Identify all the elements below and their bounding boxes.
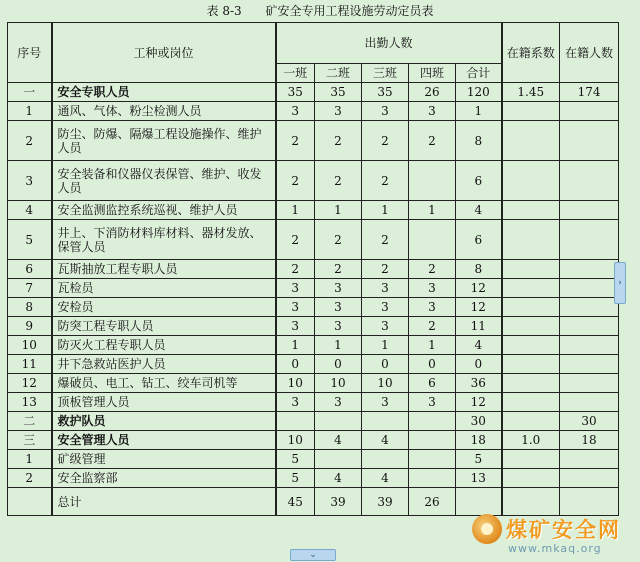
row-seq: 12	[8, 374, 52, 393]
cell-total: 30	[456, 412, 502, 431]
cell-shift-3: 4	[362, 431, 409, 450]
cell-shift-2: 10	[315, 374, 362, 393]
cell-shift-3	[362, 412, 409, 431]
cell-shift-1: 3	[276, 393, 315, 412]
table-body	[8, 83, 619, 516]
cell-coef	[502, 220, 560, 260]
cell-shift-4: 0	[409, 355, 456, 374]
cell-shift-2: 2	[315, 220, 362, 260]
cell-coef: 1.45	[502, 83, 560, 102]
row-seq: 3	[8, 161, 52, 201]
row-role: 井下急救站医护人员	[52, 355, 276, 374]
table-caption: 矿安全专用工程设施劳动定员表	[265, 4, 434, 18]
cell-shift-1: 2	[276, 161, 315, 201]
row-role: 顶板管理人员	[52, 393, 276, 412]
header-count: 在籍人数	[560, 23, 619, 83]
row-role: 瓦斯抽放工程专职人员	[52, 260, 276, 279]
cell-shift-4	[409, 431, 456, 450]
cell-shift-1: 2	[276, 260, 315, 279]
cell-shift-4: 26	[409, 83, 456, 102]
cell-coef	[502, 201, 560, 220]
row-role: 安全监测监控系统巡视、维护人员	[52, 201, 276, 220]
cell-shift-4: 3	[409, 102, 456, 121]
cell-shift-3	[362, 450, 409, 469]
row-role: 井上、下消防材料库材料、器材发放、保管人员	[52, 220, 276, 260]
cell-total: 6	[456, 161, 502, 201]
cell-shift-4: 26	[409, 488, 456, 516]
cell-shift-1	[276, 412, 315, 431]
cell-shift-1: 10	[276, 431, 315, 450]
cell-shift-1: 5	[276, 469, 315, 488]
cell-shift-4	[409, 450, 456, 469]
table-row	[8, 412, 619, 431]
cell-count: 18	[560, 431, 619, 450]
cell-total: 8	[456, 121, 502, 161]
cell-coef	[502, 412, 560, 431]
row-seq: 4	[8, 201, 52, 220]
cell-count	[560, 393, 619, 412]
cell-shift-3: 39	[362, 488, 409, 516]
header-total: 合计	[456, 64, 502, 83]
cell-total: 4	[456, 201, 502, 220]
table-title	[0, 4, 640, 18]
cell-shift-1: 3	[276, 298, 315, 317]
cell-count	[560, 298, 619, 317]
cell-count	[560, 260, 619, 279]
cell-shift-4: 3	[409, 393, 456, 412]
cell-shift-1: 2	[276, 220, 315, 260]
cell-shift-4: 2	[409, 317, 456, 336]
header-coef: 在籍系数	[502, 23, 560, 83]
table-row	[8, 317, 619, 336]
row-seq: 2	[8, 469, 52, 488]
staffing-table	[7, 22, 619, 516]
cell-coef	[502, 298, 560, 317]
cell-shift-4	[409, 161, 456, 201]
table-row	[8, 469, 619, 488]
cell-shift-3: 3	[362, 298, 409, 317]
cell-shift-2: 35	[315, 83, 362, 102]
row-role: 通风、气体、粉尘检测人员	[52, 102, 276, 121]
table-row	[8, 336, 619, 355]
cell-total: 11	[456, 317, 502, 336]
cell-shift-3: 35	[362, 83, 409, 102]
cell-shift-3: 2	[362, 220, 409, 260]
cell-coef	[502, 469, 560, 488]
header-shift-1: 一班	[276, 64, 315, 83]
row-seq: 10	[8, 336, 52, 355]
cell-total: 4	[456, 336, 502, 355]
cell-shift-4: 3	[409, 298, 456, 317]
cell-shift-2	[315, 412, 362, 431]
cell-shift-1: 5	[276, 450, 315, 469]
cell-shift-2: 4	[315, 431, 362, 450]
header-seq: 序号	[8, 23, 52, 83]
table-row	[8, 83, 619, 102]
row-seq: 13	[8, 393, 52, 412]
table-row	[8, 279, 619, 298]
cell-coef: 1.0	[502, 431, 560, 450]
cell-shift-1: 0	[276, 355, 315, 374]
cell-shift-1: 1	[276, 336, 315, 355]
table-row	[8, 298, 619, 317]
cell-shift-4	[409, 220, 456, 260]
cell-shift-2: 1	[315, 201, 362, 220]
cell-shift-2: 3	[315, 279, 362, 298]
cell-coef	[502, 161, 560, 201]
table-row	[8, 121, 619, 161]
row-role: 防突工程专职人员	[52, 317, 276, 336]
cell-shift-1: 3	[276, 317, 315, 336]
cell-shift-4	[409, 412, 456, 431]
cell-shift-4: 2	[409, 260, 456, 279]
row-seq: 5	[8, 220, 52, 260]
cell-shift-1: 45	[276, 488, 315, 516]
cell-shift-2: 3	[315, 317, 362, 336]
site-logo-icon	[472, 514, 502, 544]
site-watermark	[472, 512, 640, 562]
cell-count	[560, 121, 619, 161]
cell-shift-3: 1	[362, 336, 409, 355]
table-row	[8, 102, 619, 121]
table-number: 表 8-3	[206, 4, 242, 18]
cell-shift-3: 2	[362, 260, 409, 279]
row-seq: 1	[8, 450, 52, 469]
cell-coef	[502, 355, 560, 374]
row-role: 总计	[52, 488, 276, 516]
row-seq: 一	[8, 83, 52, 102]
watermark-name: 煤矿安全网	[506, 518, 621, 542]
cell-shift-4: 1	[409, 201, 456, 220]
row-seq: 三	[8, 431, 52, 450]
cell-total: 13	[456, 469, 502, 488]
header-shift-2: 二班	[315, 64, 362, 83]
cell-shift-3: 10	[362, 374, 409, 393]
cell-shift-3: 3	[362, 317, 409, 336]
cell-total: 0	[456, 355, 502, 374]
watermark-url: www.mkaq.org	[508, 542, 602, 555]
cell-count	[560, 317, 619, 336]
row-role: 矿级管理	[52, 450, 276, 469]
cell-shift-4: 1	[409, 336, 456, 355]
row-seq: 9	[8, 317, 52, 336]
cell-shift-1: 35	[276, 83, 315, 102]
cell-total: 18	[456, 431, 502, 450]
cell-coef	[502, 393, 560, 412]
cell-total: 36	[456, 374, 502, 393]
row-role: 爆破员、电工、钻工、绞车司机等	[52, 374, 276, 393]
cell-coef	[502, 336, 560, 355]
cell-shift-3: 3	[362, 102, 409, 121]
table-row	[8, 161, 619, 201]
cell-coef	[502, 450, 560, 469]
header-shift-4: 四班	[409, 64, 456, 83]
cell-coef	[502, 121, 560, 161]
row-role: 防灭火工程专职人员	[52, 336, 276, 355]
table-row	[8, 220, 619, 260]
table-row	[8, 201, 619, 220]
cell-total: 120	[456, 83, 502, 102]
cell-shift-4: 6	[409, 374, 456, 393]
cell-shift-2	[315, 450, 362, 469]
cell-shift-2: 1	[315, 336, 362, 355]
row-role: 安全监察部	[52, 469, 276, 488]
cell-shift-1: 1	[276, 201, 315, 220]
table-row	[8, 374, 619, 393]
expand-down-icon[interactable]: ⌄	[290, 549, 336, 561]
row-role: 防尘、防爆、隔爆工程设施操作、维护人员	[52, 121, 276, 161]
header-shift-3: 三班	[362, 64, 409, 83]
row-seq: 11	[8, 355, 52, 374]
row-seq: 8	[8, 298, 52, 317]
cell-coef	[502, 102, 560, 121]
cell-shift-2: 39	[315, 488, 362, 516]
cell-total: 12	[456, 298, 502, 317]
row-role: 安全专职人员	[52, 83, 276, 102]
cell-shift-2: 3	[315, 298, 362, 317]
cell-shift-1: 3	[276, 102, 315, 121]
cell-shift-2: 4	[315, 469, 362, 488]
cell-count	[560, 220, 619, 260]
cell-coef	[502, 374, 560, 393]
cell-count	[560, 102, 619, 121]
cell-shift-1: 10	[276, 374, 315, 393]
cell-shift-3: 4	[362, 469, 409, 488]
header-attendance: 出勤人数	[276, 23, 502, 64]
cell-shift-3: 1	[362, 201, 409, 220]
cell-total: 6	[456, 220, 502, 260]
cell-shift-3: 0	[362, 355, 409, 374]
cell-count	[560, 161, 619, 201]
cell-shift-2: 2	[315, 121, 362, 161]
cell-shift-2: 0	[315, 355, 362, 374]
row-seq: 2	[8, 121, 52, 161]
cell-count	[560, 201, 619, 220]
cell-total: 12	[456, 393, 502, 412]
row-role: 安全管理人员	[52, 431, 276, 450]
cell-shift-2: 2	[315, 260, 362, 279]
table-row	[8, 260, 619, 279]
cell-total: 12	[456, 279, 502, 298]
cell-shift-2: 3	[315, 393, 362, 412]
table-row	[8, 355, 619, 374]
cell-coef	[502, 317, 560, 336]
cell-shift-1: 2	[276, 121, 315, 161]
row-seq: 6	[8, 260, 52, 279]
cell-total: 8	[456, 260, 502, 279]
cell-shift-3: 2	[362, 121, 409, 161]
table-row	[8, 393, 619, 412]
cell-shift-3: 3	[362, 279, 409, 298]
row-seq: 7	[8, 279, 52, 298]
cell-count	[560, 450, 619, 469]
row-role: 救护队员	[52, 412, 276, 431]
row-role: 瓦检员	[52, 279, 276, 298]
row-seq: 二	[8, 412, 52, 431]
table-row	[8, 431, 619, 450]
cell-count	[560, 469, 619, 488]
cell-count	[560, 374, 619, 393]
cell-shift-1: 3	[276, 279, 315, 298]
cell-shift-3: 3	[362, 393, 409, 412]
cell-count	[560, 355, 619, 374]
table-row	[8, 450, 619, 469]
row-seq	[8, 488, 52, 516]
cell-count: 30	[560, 412, 619, 431]
cell-shift-2: 3	[315, 102, 362, 121]
cell-shift-4: 3	[409, 279, 456, 298]
cell-coef	[502, 260, 560, 279]
cell-shift-3: 2	[362, 161, 409, 201]
cell-count: 174	[560, 83, 619, 102]
cell-coef	[502, 279, 560, 298]
cell-total: 1	[456, 102, 502, 121]
cell-shift-4: 2	[409, 121, 456, 161]
cell-count	[560, 336, 619, 355]
cell-count	[560, 279, 619, 298]
row-seq: 1	[8, 102, 52, 121]
row-role: 安全装备和仪器仪表保管、维护、收发人员	[52, 161, 276, 201]
expand-right-icon[interactable]: ›	[614, 262, 626, 304]
cell-shift-4	[409, 469, 456, 488]
cell-shift-2: 2	[315, 161, 362, 201]
header-role: 工种或岗位	[52, 23, 276, 83]
row-role: 安检员	[52, 298, 276, 317]
cell-total: 5	[456, 450, 502, 469]
